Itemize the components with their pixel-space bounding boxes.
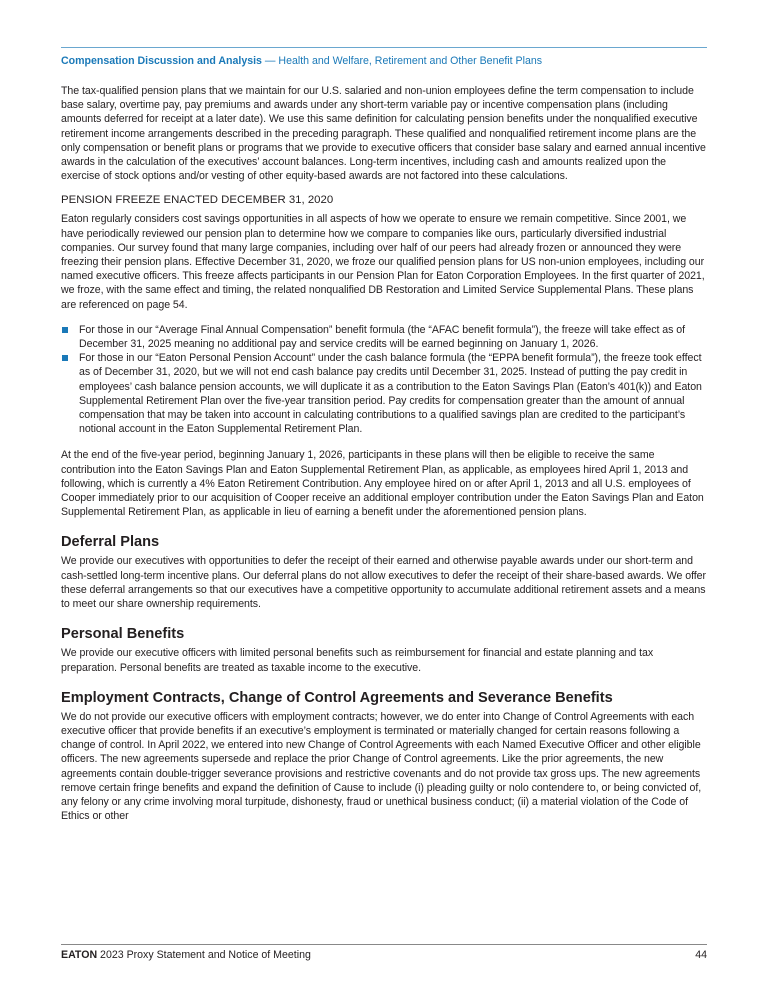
section-paragraph-deferral-plans: We provide our executives with opportunities to defer the receipt of their earned and otherwise payable awards under our short-term and cash-settled long-term incentive plans. Our deferral plans do not allow executives to defer the receipt of their share-based awards. We offer these deferral arrangements so that our executives have a competitive opportunity to accumulate additional retirement assets and a means to meet our share ownership requirements. [61, 555, 707, 611]
section-heading-employment-contracts: Employment Contracts, Change of Control Agreements and Severance Benefits [61, 689, 613, 706]
header-rule [61, 47, 707, 48]
square-bullet-icon [62, 355, 68, 361]
section-heading-deferral-plans: Deferral Plans [61, 534, 160, 551]
header-subsection: Health and Welfare, Retirement and Other Benefit Plans [278, 55, 543, 67]
bullet-text: For those in our “Eaton Personal Pension Account” under the cash balance formula (the “EPPA benefit formula”), the freeze took effect as of December 31, 2020, but we will not end cash balance pay credits until December 31, 2025. Instead of putting the pay credit in employees’ cash balance pension accounts, we will duplicate it as a contribution to the Eaton Savings Plan (Eaton’s 401(k)) and Eaton Supplemental Retirement Plan over the five-year transition period. Pay credits for compensation greater than the amount of annual compensation that may be taken into account in calculating contributions to a qualified savings plan are credited to the participant’s notional account in the Eaton Supplemental Retirement Plan. [79, 352, 702, 436]
bullet-text: For those in our “Average Final Annual Compensation” benefit formula (the “AFAC benefit formula”), the freeze will take effect as of December 31, 2025 meaning no additional pay and service credits will be earned beginning on January 1, 2026. [79, 323, 685, 351]
pension-freeze-heading: PENSION FREEZE ENACTED DECEMBER 31, 2020 [61, 194, 334, 207]
header-separator: — [261, 55, 279, 67]
page-body [61, 47, 707, 823]
section-paragraph-personal-benefits: We provide our executive officers with limited personal benefits such as reimbursement for financial and estate planning and tax preparation. Personal benefits are treated as taxable income to the executive. [61, 647, 654, 674]
footer-title: 2023 Proxy Statement and Notice of Meeting [97, 949, 311, 961]
running-header [61, 54, 707, 68]
footer-rule [61, 944, 707, 945]
square-bullet-icon [62, 327, 68, 333]
pension-freeze-closing-paragraph: At the end of the five-year period, beginning January 1, 2026, participants in these plans will then be eligible to receive the same contribution into the Eaton Savings Plan and Eaton Supplemental Retirement Plan, as applicable, as employees hired April 1, 2013 and following, which is currently a 4% Eaton Retirement Contribution. Any employee hired on or after April 1, 2013 and all U.S. employees of Cooper immediately prior to our acquisition of Cooper receive an additional employer contribution under the Eaton Savings Plan and Eaton Supplemental Retirement Plan, as applicable in lieu of earning a benefit under the aforementioned pension plans. [61, 449, 704, 519]
page-footer [61, 948, 707, 962]
pension-freeze-paragraph: Eaton regularly considers cost savings opportunities in all aspects of how we operate to ensure we remain competitive. Since 2001, we have periodically reviewed our pension plan to determine how we compare to companies like ours, particularly diversified industrial companies. Our survey found that many large companies, including over half of our peers had already frozen or announced they were freezing their pension plans. Effective December 31, 2020, we froze our qualified pension plans for US non-union employees, including our named executive officers. This freeze affects participants in our Pension Plan for Eaton Corporation Employees. In the first quarter of 2021, we froze, with the same effect and timing, the related nonqualified DB Restoration and Limited Service Supplemental Plans. These plans are referenced on page 54. [61, 213, 705, 311]
pension-freeze-bullets [61, 323, 707, 437]
intro-paragraph: The tax-qualified pension plans that we maintain for our U.S. salaried and non-union employees define the term compensation to include base salary, overtime pay, pay premiums and awards under any short-term variable pay or incentive compensation plans (including amounts deferred for receipt at a later date). We use this same definition for calculating pension benefits under the nonqualified executive retirement income arrangements described in the preceding paragraph. These qualified and nonqualified retirement income plans are the only compensation or benefit plans or programs that we provide to executive officers that consider base salary and earned annual incentive awards in the calculation of the executives’ account balances. Long-term incentives, including cash and amounts realized upon the exercise of stock options and/or vesting of other equity-based awards are not factored into these calculations. [61, 85, 706, 183]
section-heading-personal-benefits: Personal Benefits [61, 626, 185, 643]
section-paragraph-employment-contracts: We do not provide our executive officers with employment contracts; however, we do enter into Change of Control Agreements with each executive officer that provide benefits if an executive’s employment is terminated or materially changed for certain reasons following a change of control. In April 2022, we entered into new Change of Control Agreements with each Named Executive Officer and other eligible officers. The new agreements supersede and replace the prior Change of Control agreements. Like the prior agreements, the new agreements contain double-trigger severance provisions and restrictive covenants and do not provide tax gross ups. The new agreements remove certain fringe benefits and expand the definition of Cause to include (i) pleading guilty or nolo contendere to, or being convicted of, any felony or any crime involving moral turpitude, dishonesty, fraud or unethical business conduct; (ii) a material violation of the Code of Ethics or other [61, 710, 702, 823]
page-number: 44 [695, 949, 707, 961]
header-section: Compensation Discussion and Analysis [61, 55, 262, 67]
footer-brand: EATON [61, 949, 98, 961]
bullet-item [61, 351, 707, 436]
bullet-item [61, 323, 707, 351]
